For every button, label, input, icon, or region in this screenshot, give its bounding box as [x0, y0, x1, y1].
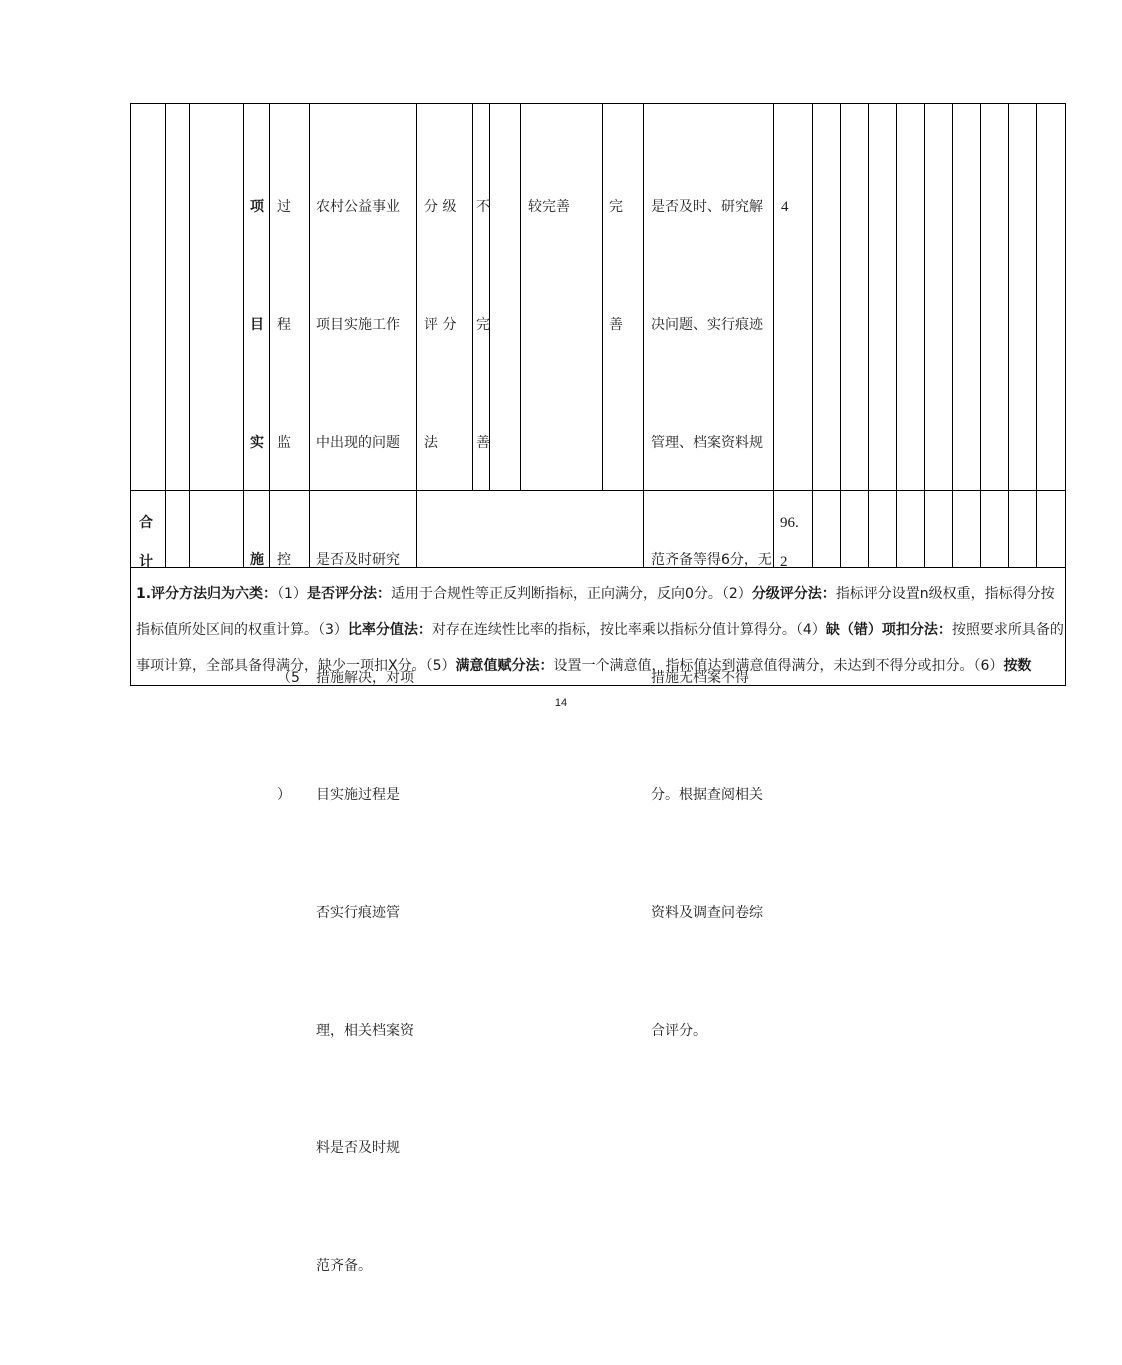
method-description: 设置一个满意值，指标值达到满意值得满分，未达到不得分或扣分。 [553, 658, 974, 674]
total-score-part: 96. [780, 515, 799, 531]
indicator-char: 控 [277, 552, 291, 569]
category-char: 目 [250, 317, 264, 334]
content-line: 项目实施工作 [316, 317, 400, 334]
indicator-char: ） [277, 787, 291, 804]
method-name: 缺（错）项扣分法： [825, 622, 952, 638]
content-line: 料是否及时规 [316, 1140, 400, 1157]
grade-char: 完 [609, 199, 623, 216]
method-number: （5） [425, 658, 456, 674]
grade-2-cell [528, 110, 570, 306]
criteria-line: 资料及调查问卷综 [651, 905, 763, 922]
method-number: （1） [277, 586, 307, 602]
indicator-cell [277, 110, 300, 894]
grade-char: 善 [609, 317, 623, 334]
content-line: 目实施过程是 [316, 787, 400, 804]
criteria-line: 范齐备等得6分，无 [651, 552, 772, 569]
method-name: 比率分值法： [347, 622, 432, 638]
method-description: 按照要求所具备的事项计算，全部具备得满分，缺少一项扣X分。 [136, 622, 1064, 674]
method-number: （6） [973, 658, 1004, 674]
total-score-part: 2 [780, 554, 788, 570]
criteria-line: 措施无档案不得 [651, 669, 749, 686]
method-number: （4） [795, 622, 826, 638]
total-score [780, 504, 799, 582]
grade-char: 不 [476, 199, 490, 216]
category-char: 施 [250, 552, 264, 569]
total-label [139, 504, 153, 582]
content-line: 农村公益事业 [316, 199, 400, 216]
grade-char: 完 [476, 317, 490, 334]
content-line: 否实行痕迹管 [316, 905, 400, 922]
indicator-char: 监 [277, 434, 291, 451]
grade-3-cell [609, 110, 627, 424]
grade-text: 较完善 [528, 199, 570, 216]
category-char: 实 [250, 434, 264, 451]
method-description: 适用于合规性等正反判断指标，正向满分，反向0分。 [390, 586, 722, 602]
content-line: 范齐备。 [316, 1257, 372, 1274]
method-name: 分级评分法： [751, 586, 836, 602]
criteria-line: 是否及时、研究解 [651, 199, 763, 216]
criteria-line: 管理、档案资料规 [651, 434, 763, 451]
criteria-line: 分。根据查阅相关 [651, 787, 763, 804]
content-cell [316, 110, 414, 1365]
content-line: 措施解决，对项 [316, 669, 414, 686]
grade-1-cell [476, 110, 494, 541]
criteria-line: 决问题、实行痕迹 [651, 317, 763, 334]
indicator-char: 过 [277, 199, 291, 216]
method-line: 评 分 [424, 317, 457, 334]
method-name: 按数 [1003, 658, 1032, 674]
method-number: （2） [721, 586, 752, 602]
content-line: 理，相关档案资 [316, 1022, 414, 1039]
notes-title: 1.评分方法归为六类： [136, 586, 278, 602]
score-value: 4 [781, 199, 789, 216]
method-description: 指标评分设置n级权重，指标得分按指标值所处区间的权重计算。 [136, 586, 1055, 638]
method-cell [424, 110, 456, 541]
page-number: 14 [554, 697, 568, 709]
method-number: （3） [318, 622, 348, 638]
method-description: 对存在连续性比率的指标，按比率乘以指标分值计算得分。 [431, 622, 796, 638]
method-name: 是否评分法： [306, 586, 391, 602]
score-cell [781, 110, 796, 306]
total-label-char: 计 [139, 554, 153, 570]
category-char: 项 [250, 199, 264, 216]
grade-char: 善 [476, 434, 490, 451]
indicator-char: （5 [277, 669, 300, 686]
scoring-notes [136, 576, 1066, 684]
method-name: 满意值赋分法： [455, 658, 554, 674]
method-line: 分 级 [424, 199, 457, 216]
indicator-char: 程 [277, 317, 291, 334]
total-label-char: 合 [139, 515, 153, 531]
content-line: 是否及时研究 [316, 552, 400, 569]
criteria-line: 合评分。 [651, 1022, 707, 1039]
content-line: 中出现的问题 [316, 434, 400, 451]
method-line: 法 [424, 434, 438, 451]
